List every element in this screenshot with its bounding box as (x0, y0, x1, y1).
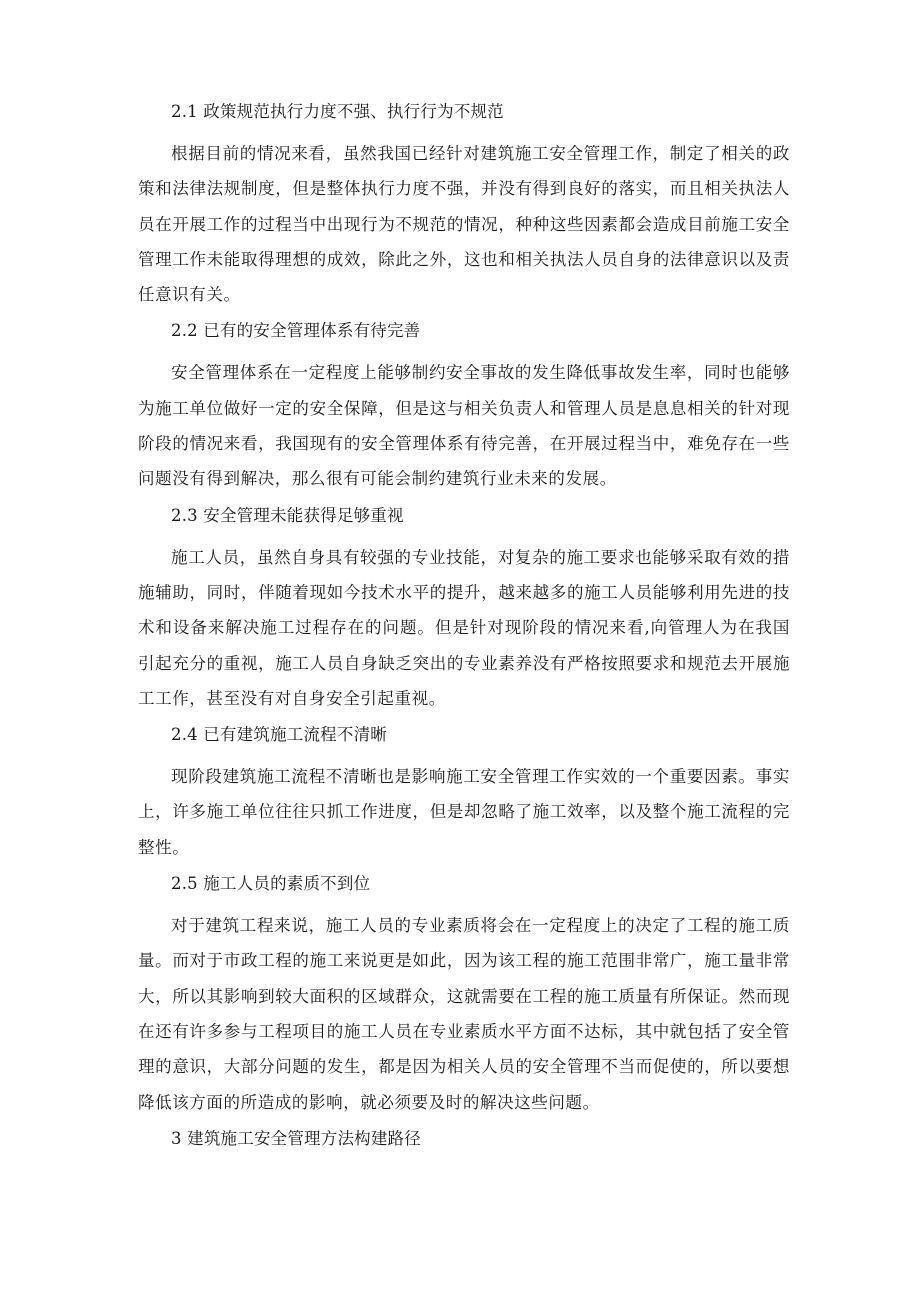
section-paragraph: 现阶段建筑施工流程不清晰也是影响施工安全管理工作实效的一个重要因素。事实上，许多施工单位往往只抓工作进度，但是却忽略了施工效率，以及整个施工流程的完整性。 (138, 767, 790, 857)
section-2-1 (138, 100, 790, 312)
document-page (138, 100, 790, 1163)
section-heading: 2.1 政策规范执行力度不强、执行行为不规范 (171, 102, 504, 121)
section-paragraph: 施工人员，虽然自身具有较强的专业技能，对复杂的施工要求也能够采取有效的措施辅助，同时，伴随着现如今技术水平的提升，越来越多的施工人员能够利用先进的技术和设备来解决施工过程存在的问题。但是针对现阶段的情况来看,向管理人为在我国引起充分的重视，施工人员自身缺乏突出的专业素养没有严格按照要求和规范去开展施工工作，甚至没有对自身安全引起重视。 (138, 547, 790, 708)
section-heading: 2.3 安全管理未能获得足够重视 (171, 505, 404, 525)
section-2-2 (138, 319, 790, 496)
section-2-3 (138, 504, 790, 716)
section-paragraph: 根据目前的情况来看，虽然我国已经针对建筑施工安全管理工作，制定了相关的政策和法律法规制度，但是整体执行力度不强，并没有得到良好的落实，而且相关执法人员在开展工作的过程当中出现行为不规范的情况，种种这些因素都会造成目前施工安全管理工作未能取得理想的成效，除此之外，这也和相关执法人员自身的法律意识以及责任意识有关。 (138, 144, 790, 305)
chapter-3-heading: 3 建筑施工安全管理方法构建路径 (171, 1128, 421, 1148)
section-paragraph: 安全管理体系在一定程度上能够制约安全事故的发生降低事故发生率，同时也能够为施工单位做好一定的安全保障，但是这与相关负责人和管理人员是息息相关的针对现阶段的情况来看，我国现有的安全管理体系有待完善，在开展过程当中，难免存在一些问题没有得到解决，那么很有可能会制约建筑行业未来的发展。 (138, 363, 790, 489)
section-heading: 2.2 已有的安全管理体系有待完善 (171, 321, 421, 341)
section-paragraph: 对于建筑工程来说，施工人员的专业素质将会在一定程度上的决定了工程的施工质量。而对于市政工程的施工来说更是如此，因为该工程的施工范围非常广，施工量非常大，所以其影响到较大面积的区域群众，这就需要在工程的施工质量有所保证。然而现在还有许多参与工程项目的施工人员在专业素质水平方面不达标，其中就包括了安全管理的意识，大部分问题的发生，都是因为相关人员的安全管理不当而促使的，所以要想降低该方面的所造成的影响，就必须要及时的解决这些问题。 (138, 916, 790, 1112)
section-2-4 (138, 723, 790, 865)
section-heading: 2.5 施工人员的素质不到位 (171, 874, 371, 894)
section-2-5 (138, 872, 790, 1120)
section-heading: 2.4 已有建筑施工流程不清晰 (171, 725, 387, 745)
